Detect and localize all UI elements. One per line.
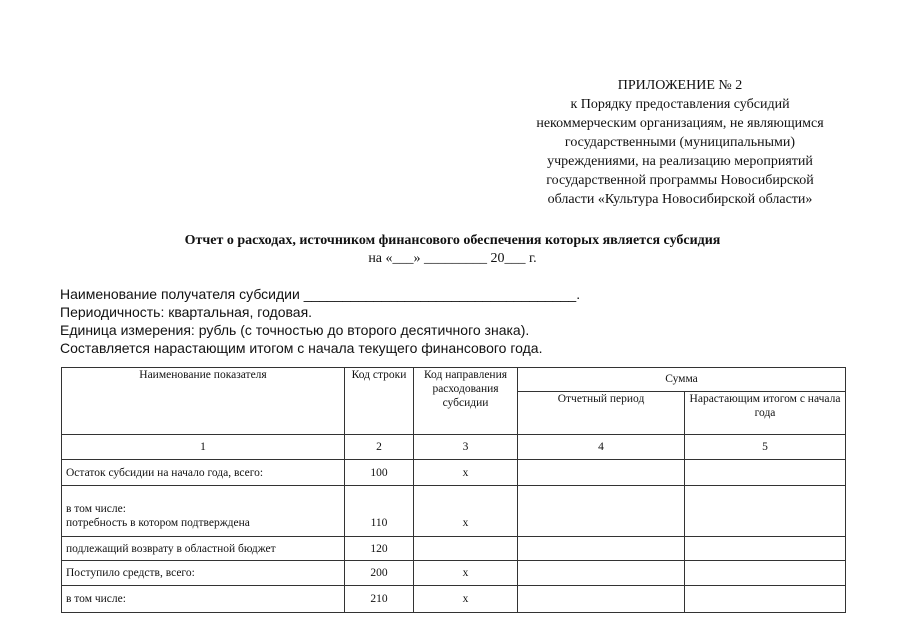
header-sum: Сумма [518,368,846,392]
table-row [62,586,846,613]
unit-line: Единица измерения: рубль (с точностью до второго десятичного знака). [60,322,530,338]
appendix-line: к Порядку предоставления субсидий [570,97,790,112]
row-direction: x [414,486,518,537]
row-name: подлежащий возврату в областной бюджет [62,537,345,561]
col-number: 4 [518,435,685,460]
appendix-title: ПРИЛОЖЕНИЕ № 2 [617,78,743,93]
row-cumulative-value[interactable] [685,486,846,537]
row-direction: x [414,460,518,486]
report-title: Отчет о расходах, источником финансового обеспечения которых является субсидия [184,233,721,248]
table-row [62,460,846,486]
row-cumulative-value[interactable] [685,586,846,613]
row-code: 120 [345,537,414,561]
row-direction: x [414,561,518,586]
row-cumulative-value[interactable] [685,537,846,561]
report-date: на «___» _________ 20___ г. [368,251,537,266]
row-name [62,486,345,537]
table-row [62,537,846,561]
row-cumulative-value[interactable] [685,561,846,586]
row-name: Поступило средств, всего: [62,561,345,586]
cumulative-line: Составляется нарастающим итогом с начала текущего финансового года. [60,340,543,356]
appendix-line: некоммерческим организациям, не являющимся [536,116,824,131]
table-row [62,561,846,586]
col-number: 5 [685,435,846,460]
row-direction [414,537,518,561]
header-code: Код строки [345,368,414,435]
recipient-line: Наименование получателя субсидии ___________________________________. [60,286,581,302]
row-period-value[interactable] [518,586,685,613]
table-header-row [62,368,846,392]
row-code: 100 [345,460,414,486]
appendix-line: государственной программы Новосибирской [546,173,814,188]
appendix-line: государственными (муниципальными) [564,135,796,150]
row-name-line: потребность в котором подтверждена [66,517,250,529]
col-number: 2 [345,435,414,460]
report-table [61,367,846,613]
appendix-line: области «Культура Новосибирской области» [547,192,813,207]
row-name-line: в том числе: [66,503,126,515]
row-period-value[interactable] [518,561,685,586]
report-info [60,285,580,357]
row-code: 210 [345,586,414,613]
row-cumulative-value[interactable] [685,460,846,486]
row-code: 200 [345,561,414,586]
appendix-block [505,76,855,209]
header-period: Отчетный период [518,391,685,434]
col-number: 3 [414,435,518,460]
col-number: 1 [62,435,345,460]
header-direction: Код направления расходования субсидии [414,368,518,435]
row-period-value[interactable] [518,486,685,537]
table-row [62,486,846,537]
header-cumulative: Нарастающим итогом с начала года [685,391,846,434]
row-period-value[interactable] [518,537,685,561]
column-numbers-row [62,435,846,460]
row-name: Остаток субсидии на начало года, всего: [62,460,345,486]
row-code: 110 [345,486,414,537]
header-name: Наименование показателя [62,368,345,435]
row-direction: x [414,586,518,613]
periodicity-line: Периодичность: квартальная, годовая. [60,304,313,320]
row-period-value[interactable] [518,460,685,486]
row-name: в том числе: [62,586,345,613]
appendix-line: учреждениями, на реализацию мероприятий [547,154,813,169]
